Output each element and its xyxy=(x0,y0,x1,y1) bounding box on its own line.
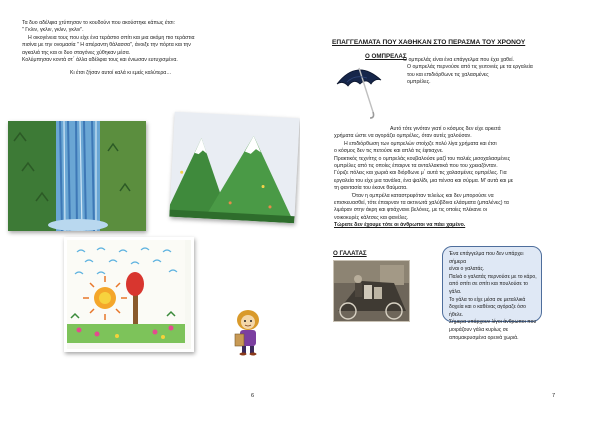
mountains-drawing xyxy=(169,112,299,223)
umbrella-caption-line: ομπρέλες. xyxy=(407,79,431,86)
callout-line: Σήμερα υπάρχουν λίγοι άνθρωποι που xyxy=(449,319,537,326)
callout-line: δοχεία και ο καθένας αγόραζε όσο ήθελε. xyxy=(449,304,526,318)
callout-line: είναι ο γαλατάς. xyxy=(449,266,485,273)
story-text xyxy=(22,20,272,78)
body-line: νοικοκυρές κάλτσες και φανέλες. xyxy=(334,214,409,221)
umbrella-heading: Ο ΟΜΠΡΕΛΑΣ xyxy=(365,53,407,60)
waterfall-drawing xyxy=(8,121,146,231)
callout-line: Παλιά ο γαλατάς περνούσε με το κάρο, xyxy=(449,273,537,280)
body-line: ομπρέλες από τις οποίες έπαιρνε τα ανταλλακτικά που του χρειαζόνταν. xyxy=(334,163,498,170)
umbrella-caption xyxy=(397,57,587,87)
cartoon-character xyxy=(232,308,264,356)
story-line: Τα δυο αδέλφια χτύπησαν το κουδούνι που ακούστηκε κάπως έτσι: xyxy=(22,20,175,26)
story-line: Η οικογένεια τους που είχε ένα τεράστιο σπίτι και μια ακόμη πιο τεράστια xyxy=(28,34,195,41)
story-line: " Γκλιν, γκλιν, γκλιν, γκλιν". xyxy=(22,27,84,34)
body-line: Όταν η ομπρέλα καταστρεφόταν τελείως και δεν μπορούσε να xyxy=(352,192,494,199)
story-line: αγκαλιά της και οι δυο σταγόνες χύθηκαν μέσα. xyxy=(22,49,131,56)
milkman-callout xyxy=(442,246,542,341)
body-line: Η επιδιόρθωση των ομπρελών στοίχιζε πολύ λίγα χρήματα και έτσι xyxy=(344,140,497,147)
callout-line: από σπίτι σε σπίτι και πουλούσε το γάλα. xyxy=(449,281,528,295)
body-line: λιμάραν στην άκρη και φτιάχνανε βελόνες, με τις οποίες πλέκανε οι xyxy=(334,207,487,214)
callout-line: Ένα επάγγελμα που δεν υπάρχει σήμερα xyxy=(449,251,524,265)
body-line: επισκευασθεί, τότε έπαιρναν τα ακτινωτά χαλύβδινα ελάσματα (μπαλένες) τα xyxy=(334,200,509,207)
umbrella-body-text xyxy=(334,126,582,230)
umbrella-caption-line: Ο ομπρελάς είναι ένα επάγγελμα που έχει χαθεί. xyxy=(403,57,514,63)
body-line: χρήματα ώστε να αγοράζει ομπρέλες, όταν αυτές χαλούσαν. xyxy=(334,133,472,140)
milkman-heading: Ο ΓΑΛΑΤΑΣ xyxy=(333,250,367,257)
body-line: Πρακτικός τεχνίτης ο ομπρελάς κουβαλούσε μαζί του παλιές μισοχαλασμένες xyxy=(334,155,511,162)
page-number-left: 6 xyxy=(251,393,255,399)
story-line: πισίνα με την ονομασία " Η απέραντη θάλασσα", άνοιξε την πόρτα και την xyxy=(22,42,191,49)
story-line: Κολύμπησαν κοντά στ΄ άλλα αδέλφια τους και ένιωσαν ευτυχισμένα. xyxy=(22,57,178,64)
umbrella-caption-line: Ο ομπρελάς περνούσε από τις γειτονιές με τα εργαλεία xyxy=(407,64,533,71)
callout-line: απομακρυσμένα ορεινά χωριά. xyxy=(449,334,519,341)
callout-line: Το γάλα το είχε μέσα σε μεταλλικά xyxy=(449,296,526,303)
page-number-right: 7 xyxy=(552,393,556,399)
page-title: ΕΠΑΓΓΕΛΜΑΤΑ ΠΟΥ ΧΑΘΗΚΑΝ ΣΤΟ ΠΕΡΑΣΜΑ ΤΟΥ ΧΡΟΝΟΥ xyxy=(332,39,526,46)
umbrella-note: Τώρατε δεν έχουμε τότε οι άνθρωποι να πάει χαμένο. xyxy=(334,222,466,229)
umbrella-image xyxy=(333,62,385,120)
story-closing-line: Κι έτσι ζήσαν αυτοί καλά κι εμείς καλύτερα… xyxy=(70,70,172,77)
callout-line: μοιράζουν γάλα κυρίως σε xyxy=(449,326,509,333)
body-line: Γύριζε πόλεις και χωριά και διόρθωνε μ΄ αυτά τις χαλασμένες ομπρέλες. Για xyxy=(334,170,507,177)
body-line: Αυτό τότε γινόταν γιατί ο κόσμος δεν είχε αρκετά xyxy=(390,126,501,132)
body-line: ο κόσμος δεν τις πετούσε και απλά τις έφτιαχνε. xyxy=(334,148,444,155)
umbrella-caption-line: του και επιδιόρθωνε τις χαλασμένες xyxy=(407,71,489,78)
body-line: τη φαντασία του έκανε θαύματα. xyxy=(334,185,408,192)
milkman-photo xyxy=(333,260,410,322)
body-line: εργαλεία του είχε μια τανάλια, ένα ψαλίδι, μια πένσα και σύρμα. Μ' αυτά και με xyxy=(334,177,514,184)
child-drawing xyxy=(64,237,194,352)
right-page xyxy=(300,0,600,424)
